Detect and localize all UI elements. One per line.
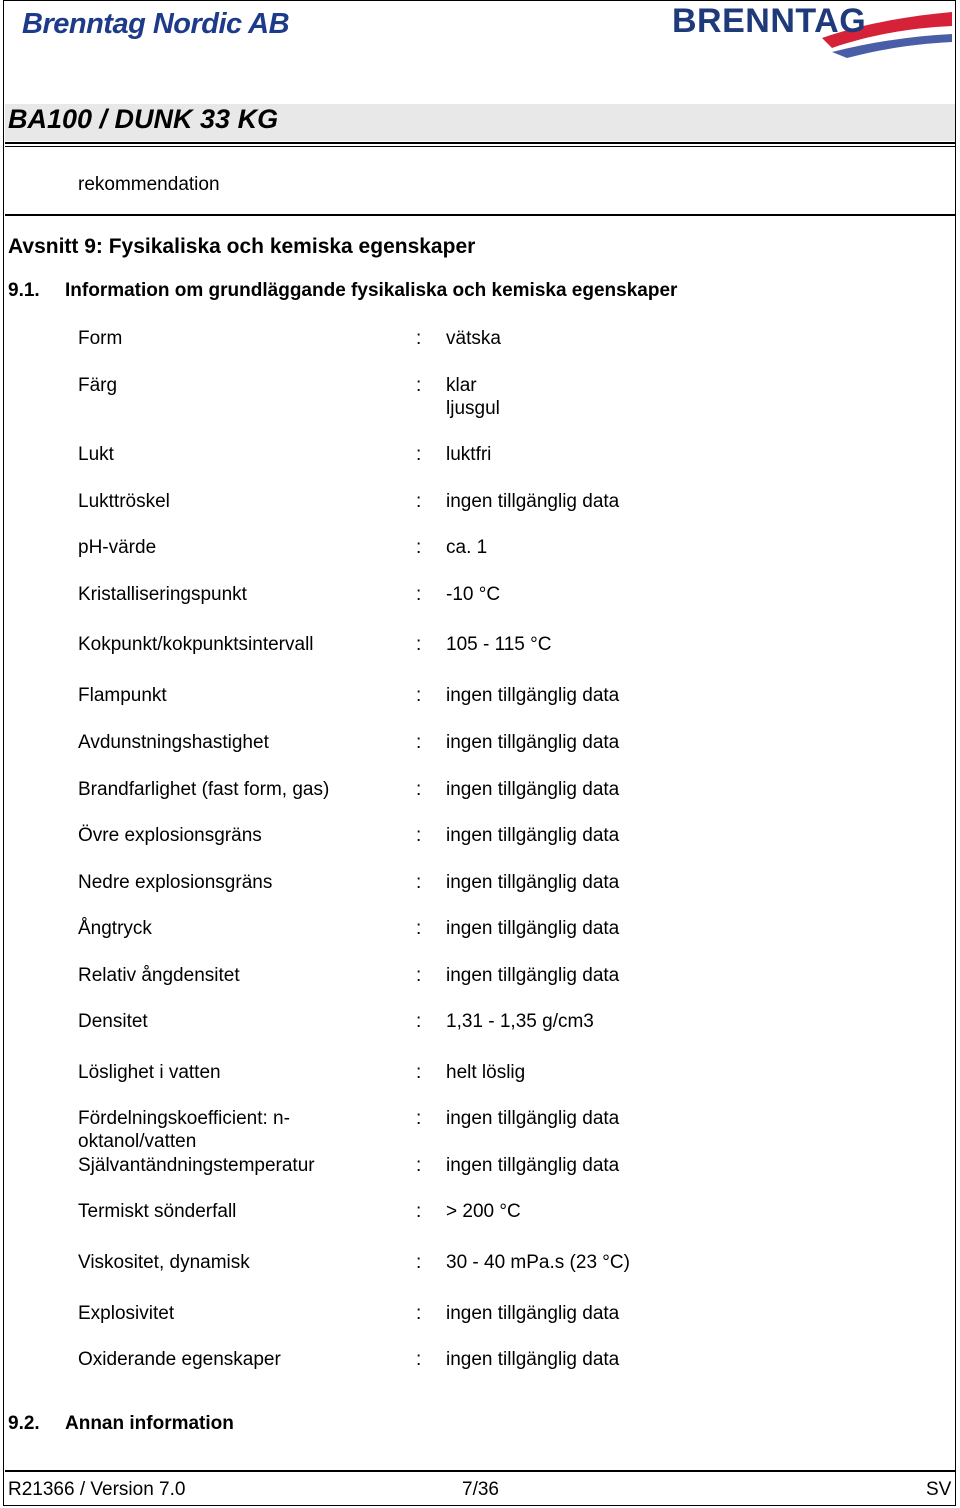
property-label: Densitet (78, 1011, 148, 1032)
property-separator: : (416, 1201, 422, 1222)
property-value: -10 °C (446, 584, 501, 605)
property-separator: : (416, 584, 422, 605)
property-label: Form (78, 328, 123, 349)
property-separator: : (416, 825, 422, 846)
footer-language: SV (926, 1479, 952, 1500)
property-separator: : (416, 444, 422, 465)
property-separator: : (416, 491, 422, 512)
property-row (0, 443, 960, 489)
property-value: klar ljusgul (446, 375, 500, 419)
property-row (0, 1200, 960, 1246)
subsection-title-2: Annan information (65, 1413, 234, 1434)
property-row (0, 1107, 960, 1153)
property-row (0, 1251, 960, 1297)
property-row (0, 633, 960, 679)
property-label: Lukttröskel (78, 491, 170, 512)
property-label: Termiskt sönderfall (78, 1201, 237, 1222)
property-label: Självantändningstemperatur (78, 1155, 315, 1176)
property-label: Avdunstningshastighet (78, 732, 269, 753)
property-separator: : (416, 328, 422, 349)
section-divider (5, 214, 955, 216)
property-value: ingen tillgänglig data (446, 825, 620, 846)
property-value: 30 - 40 mPa.s (23 °C) (446, 1252, 630, 1273)
property-label: Oxiderande egenskaper (78, 1349, 281, 1370)
company-name: Brenntag Nordic AB (22, 8, 290, 40)
property-value: ingen tillgänglig data (446, 1303, 620, 1324)
property-label: Fördelningskoefficient: n-oktanol/vatten (78, 1108, 290, 1152)
subsection-title: Information om grundläggande fysikaliska och kemiska egenskaper (65, 280, 678, 301)
property-separator: : (416, 1349, 422, 1370)
property-label: Flampunkt (78, 685, 167, 706)
property-row (0, 684, 960, 730)
property-separator: : (416, 1252, 422, 1273)
property-row (0, 536, 960, 582)
property-value: ingen tillgänglig data (446, 491, 620, 512)
footer-page-number: 7/36 (462, 1479, 499, 1500)
property-value: ingen tillgänglig data (446, 779, 620, 800)
property-label: Färg (78, 375, 118, 396)
property-value: helt löslig (446, 1062, 526, 1083)
property-row (0, 917, 960, 963)
property-separator: : (416, 685, 422, 706)
property-separator: : (416, 965, 422, 986)
property-row (0, 327, 960, 373)
property-row (0, 1154, 960, 1200)
property-separator: : (416, 1062, 422, 1083)
property-label: Löslighet i vatten (78, 1062, 221, 1083)
property-separator: : (416, 634, 422, 655)
property-row (0, 778, 960, 824)
property-separator: : (416, 1108, 422, 1129)
property-row (0, 1302, 960, 1348)
title-divider-thin (5, 146, 955, 147)
property-label: Lukt (78, 444, 114, 465)
property-label: Relativ ångdensitet (78, 965, 240, 986)
property-label: Kokpunkt/kokpunktsintervall (78, 634, 314, 655)
subsection-number-2: 9.2. (8, 1413, 40, 1434)
property-value: ingen tillgänglig data (446, 1349, 620, 1370)
property-value: > 200 °C (446, 1201, 521, 1222)
property-separator: : (416, 918, 422, 939)
property-value: ca. 1 (446, 537, 488, 558)
product-title: BA100 / DUNK 33 KG (8, 104, 279, 134)
property-label: Nedre explosionsgräns (78, 872, 273, 893)
carry-over-text: rekommendation (78, 174, 220, 195)
property-label: Brandfarlighet (fast form, gas) (78, 779, 330, 800)
property-value: ingen tillgänglig data (446, 965, 620, 986)
title-divider (5, 142, 955, 144)
property-row (0, 583, 960, 629)
property-label: Explosivitet (78, 1303, 175, 1324)
property-label: Övre explosionsgräns (78, 825, 262, 846)
property-row (0, 731, 960, 777)
property-value: ingen tillgänglig data (446, 1155, 620, 1176)
property-separator: : (416, 872, 422, 893)
subsection-number: 9.1. (8, 280, 40, 301)
property-label: pH-värde (78, 537, 157, 558)
property-value: ingen tillgänglig data (446, 685, 620, 706)
property-value: 105 - 115 °C (446, 634, 552, 655)
property-row (0, 1348, 960, 1394)
property-label: Viskositet, dynamisk (78, 1252, 250, 1273)
property-value: luktfri (446, 444, 492, 465)
footer-divider (5, 1470, 955, 1472)
brenntag-logo (672, 2, 952, 62)
property-separator: : (416, 732, 422, 753)
property-value: ingen tillgänglig data (446, 1108, 620, 1129)
property-separator: : (416, 1155, 422, 1176)
property-value: ingen tillgänglig data (446, 918, 620, 939)
property-value: ingen tillgänglig data (446, 732, 620, 753)
property-row (0, 824, 960, 870)
logo-text: BRENNTAG (672, 2, 867, 40)
property-value: 1,31 - 1,35 g/cm3 (446, 1011, 594, 1032)
property-separator: : (416, 375, 422, 396)
property-label: Kristalliseringspunkt (78, 584, 247, 605)
property-value: vätska (446, 328, 501, 349)
property-row (0, 871, 960, 917)
property-row (0, 1061, 960, 1107)
property-separator: : (416, 779, 422, 800)
property-label: Ångtryck (78, 918, 152, 939)
property-separator: : (416, 1011, 422, 1032)
property-row (0, 374, 960, 420)
property-separator: : (416, 1303, 422, 1324)
property-row (0, 1010, 960, 1056)
property-row (0, 964, 960, 1010)
footer-version: R21366 / Version 7.0 (8, 1479, 186, 1500)
section-title: Avsnitt 9: Fysikaliska och kemiska egenskaper (8, 235, 476, 258)
property-row (0, 490, 960, 536)
property-value: ingen tillgänglig data (446, 872, 620, 893)
property-separator: : (416, 537, 422, 558)
